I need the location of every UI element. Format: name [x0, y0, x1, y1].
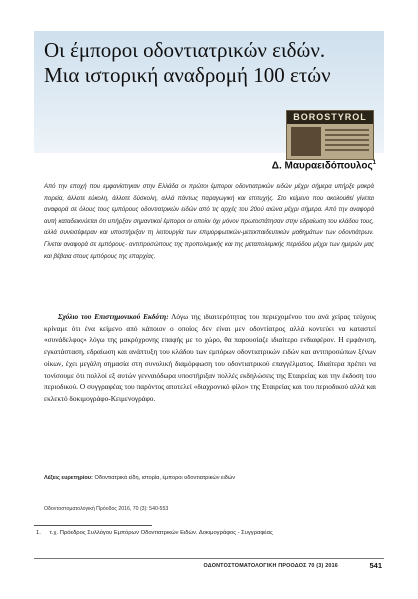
title-line-2: Μια ιστορική αναδρομή 100 ετών — [44, 63, 331, 87]
author-name — [170, 160, 376, 171]
author-name-text: Δ. Μαυραειδόπουλος — [271, 160, 373, 172]
footer-divider — [34, 558, 384, 559]
cover-text-lines — [325, 129, 369, 154]
editor-comment-text: Λόγω της ιδιαιτερότητας του περιεχομένου του ανά χείρας τεύχους κρίναμε ότι ένα κείμενο από κάποιον ο οποίος δεν είναι μεν οδοντίατρος αλλά κοντεύει να καταστεί «συνάδελφος» λόγω της μακρόχρονης επαφής με το χώρο, θα παρουσίαζε ιδιαίτερο ενδιαφέρον. Η εμφάνιση, εγκατάσταση, εδραίωση και ανάπτυξη του κλάδου των εμπόρων οδοντιατρικών ειδών και αντιπροσώπων ξένων οίκων, έχει μεγάλη σημασία στη συνολική διαμόρφωση του οδοντιατρικού επαγγέλματος. Ιδιαίτερα πρέπει να τονίσουμε ότι πολλοί εξ αυτών γενναιόδωρα υποστήριξαν πολλές εκδηλώσεις της Εταιρείας και την έκδοση του περιοδικού. Ο συγγραφέας του παρόντος αποτελεί «διαχρονικό φίλο» της Εταιρείας και του περιοδικού αλλά και εκλεκτό δοκιμογράφο-Κειμενογράφο. — [44, 312, 376, 403]
author-footnote-mark: 1 — [372, 160, 376, 166]
keywords-value: Οδοντιατρικά είδη, ιστορία, έμποροι οδοντιατρικών ειδών — [92, 475, 236, 481]
footnote-text: τ.χ. Πρόεδρος Συλλόγου Εμπόρων Οδοντιατρικών Ειδών. Δοκιμογράφος - Συγγραφέας — [49, 530, 273, 536]
journal-cover-image — [286, 110, 374, 160]
footnote — [34, 530, 384, 536]
abstract-paragraph: Από την εποχή που εμφανίστηκαν στην Ελλάδα οι πρώτοι έμποροι οδοντιατρικών ειδών μέχρι σήμερα υπήρξε μακρά πορεία, άλλοτε εύκολη, άλλοτε δύσκολη, αλλά πάντως παραγωγική και επιτυχής. Στο κείμενο που ακολουθεί γίνεται αναφορά σε όλους τους εμπόρους οδοντιατρικών ειδών από τις αρχές του 20ού αιώνα μέχρι σήμερα. Από την αναφορά αυτή καταδεικνύεται ότι υπήρξαν σημαντικοί έμποροι οι οποίοι όχι μόνον πρωτοστάτησαν στην εδραίωση του κλάδου τους, αλλά συνεισέφεραν και υποστήριξαν τη λειτουργία των επιμορφωτικών-μετεκπαιδευτικών μαθημάτων των οδοντιάτρων. Γίνεται αναφορά σε εμπόρους- αντιπροσώπους της προπολεμικής και της μεταπολεμικής περιόδου μέχρι των ημερών μας και βέβαια στους εμπόρους της επαρχίας. — [44, 183, 374, 260]
cover-masthead: BOROSTYROL — [287, 111, 373, 124]
article-title — [44, 38, 374, 88]
title-line-1: Οι έμποροι οδοντιατρικών ειδών. — [44, 38, 326, 62]
editor-comment-paragraph — [44, 311, 376, 405]
footer-journal-name: ΟΔΟΝΤΟΣΤΟΜΑΤΟΛΟΓΙΚΗ ΠΡΟΟΔΟΣ 70 (3) 2016 — [203, 563, 338, 569]
cover-illustration — [291, 127, 321, 156]
footnote-divider — [34, 525, 152, 526]
citation-line: Οδοντοστοματολογική Πρόοδος 2016, 70 (3): 540-553 — [44, 506, 169, 512]
page-number: 541 — [369, 561, 382, 570]
footnote-number: 1. — [36, 530, 41, 536]
keywords-label: Λέξεις ευρετηρίου: — [44, 475, 93, 481]
keywords-line — [44, 475, 376, 481]
editor-comment-lead: Σχόλιο του Επιστημονικού Εκδότη: — [58, 312, 169, 321]
